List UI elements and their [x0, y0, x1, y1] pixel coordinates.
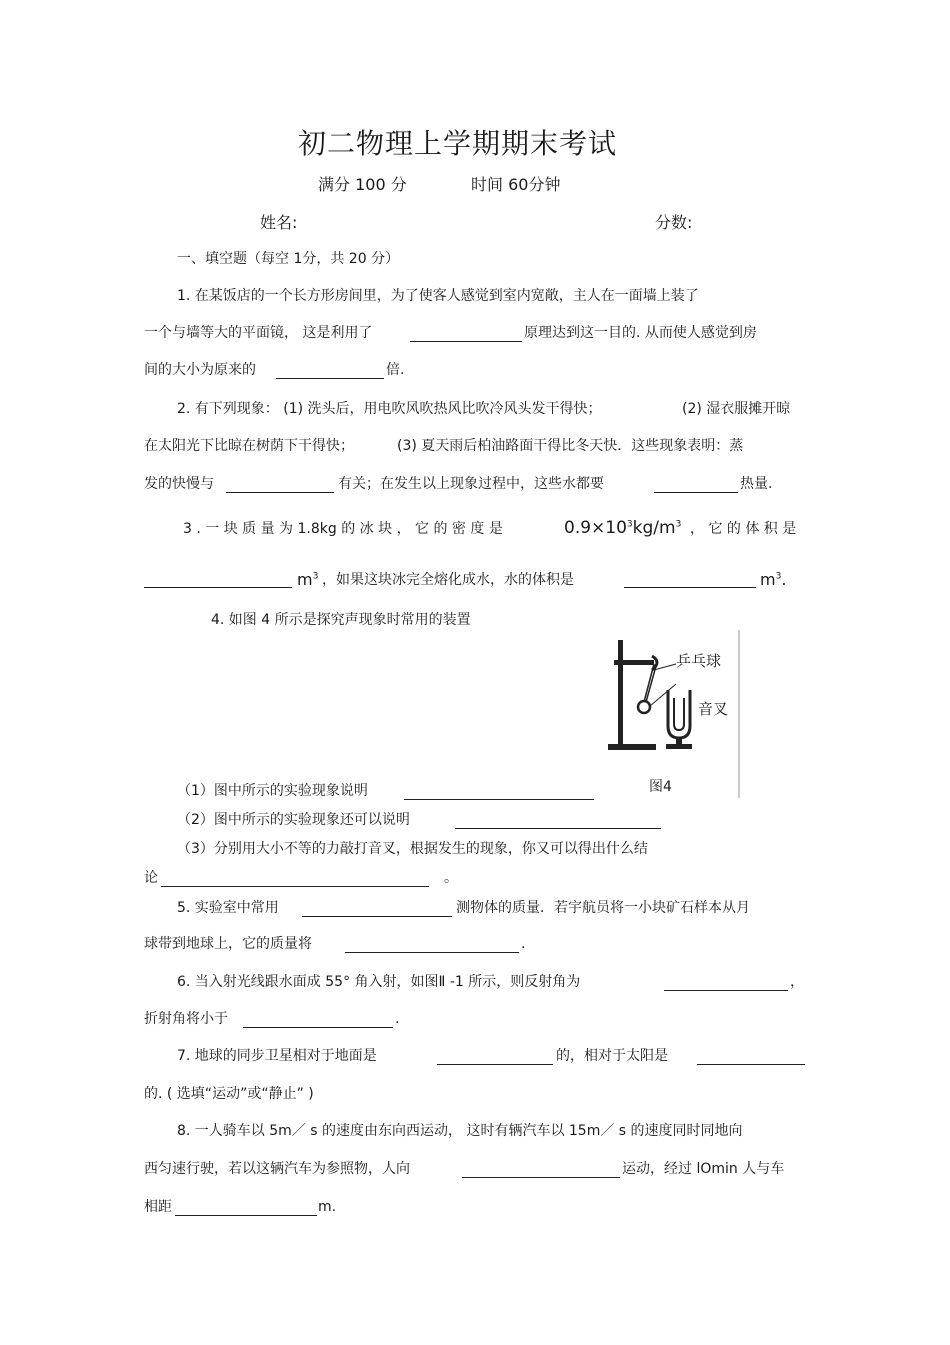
q8-blank2[interactable]	[175, 1201, 317, 1216]
q1-line3a: 间的大小为原来的	[144, 362, 256, 378]
q4-sub2: （2）图中所示的实验现象还可以说明	[177, 812, 410, 828]
q3-density-unit: kg/m	[632, 518, 676, 538]
q3-density-exp: 3	[626, 519, 633, 530]
exam-time: 时间 60分钟	[471, 175, 561, 194]
q8-line3b: m.	[318, 1199, 337, 1215]
q2-blank1[interactable]	[226, 478, 334, 493]
q4-sub3b: 论	[144, 870, 158, 886]
q2-line3c: 热量.	[740, 476, 773, 492]
q3-density-value: 0.9×10	[564, 518, 627, 538]
q5-blank2[interactable]	[345, 938, 519, 953]
q2-line2a: 在太阳光下比晾在树荫下干得快；	[144, 438, 354, 454]
q1-line2a: 一个与墙等大的平面镜， 这是利用了	[144, 325, 373, 341]
q3-blank1[interactable]	[144, 573, 292, 588]
q3-blank2[interactable]	[624, 573, 756, 588]
q7-blank1[interactable]	[437, 1050, 553, 1065]
q4-blank1[interactable]	[404, 785, 594, 800]
q7-line2: 的. ( 选填“运动”或“静止” )	[144, 1086, 314, 1102]
q3-m3-exp: 3	[312, 571, 319, 582]
q3-density-unit-exp: 3	[675, 519, 682, 530]
q1-line3b: 倍.	[386, 362, 405, 378]
q6-blank2[interactable]	[243, 1013, 393, 1028]
q7-line1a: 7. 地球的同步卫星相对于地面是	[177, 1048, 377, 1064]
page-title: 初二物理上学期期末考试	[298, 127, 618, 160]
q5-line1b: 测物体的质量．若宇航员将一小块矿石样本从月	[456, 900, 750, 916]
q8-line3a: 相距	[144, 1199, 172, 1215]
q5-blank1[interactable]	[302, 902, 452, 917]
q6-line2a: 折射角将小于	[144, 1011, 228, 1027]
tuning-fork-figure	[604, 630, 742, 798]
q4-blank3[interactable]	[161, 872, 429, 887]
q3-m3b: m	[760, 570, 776, 589]
q2-line1b: (2) 湿衣服摊开晾	[682, 401, 791, 417]
q3-unit2	[760, 570, 786, 589]
name-label: 姓名:	[260, 213, 298, 232]
section-heading: 一、填空题（每空 1分，共 20 分）	[177, 251, 400, 267]
q5-line2b: .	[521, 936, 526, 952]
q3-line1b: ， 它 的 体 积 是	[690, 521, 797, 537]
ping-pong-ball-label: 乒乓球	[676, 652, 722, 670]
full-score: 满分 100 分	[318, 175, 407, 194]
q6-line2b: .	[395, 1011, 400, 1027]
q2-line2b: (3) 夏天雨后柏油路面干得比冬天快．这些现象表明：蒸	[397, 438, 744, 454]
q1-blank1[interactable]	[410, 327, 522, 342]
q5-line2a: 球带到地球上，它的质量将	[144, 936, 312, 952]
figure-caption: 图4	[649, 779, 672, 795]
q6-line1b: ，	[790, 974, 804, 990]
q4-intro: 4. 如图 4 所示是探究声现象时常用的装置	[211, 612, 471, 628]
q3-unit1	[297, 570, 318, 589]
q4-sub1: （1）图中所示的实验现象说明	[177, 783, 368, 799]
q6-line1a: 6. 当入射光线跟水面成 55° 角入射，如图Ⅱ -1 所示，则反射角为	[177, 974, 581, 990]
score-label: 分数:	[655, 213, 693, 232]
q3-line1a: 3 . 一 块 质 量 为 1.8kg 的 冰 块 ， 它 的 密 度 是	[183, 521, 503, 537]
q3-density	[564, 518, 681, 538]
q5-line1a: 5. 实验室中常用	[177, 900, 279, 916]
q1-blank2[interactable]	[276, 364, 384, 379]
q8-line1: 8. 一人骑车以 5m／ s 的速度由东向西运动， 这时有辆汽车以 15m／ s 的速度同时同地向	[177, 1123, 743, 1139]
q3-end: .	[781, 570, 787, 589]
q2-blank2[interactable]	[654, 478, 738, 493]
tuning-fork-label: 音叉	[698, 700, 729, 718]
q8-blank1[interactable]	[462, 1163, 620, 1178]
q2-line1a: 2. 有下列现象： (1) 洗头后，用电吹风吹热风比吹冷风头发干得快；	[177, 401, 602, 417]
q3-m3b-exp: 3	[775, 571, 782, 582]
q6-blank1[interactable]	[664, 976, 788, 991]
q3-m3: m	[297, 570, 313, 589]
q3-line2: ，如果这块冰完全熔化成水，水的体积是	[322, 572, 574, 588]
q7-line1b: 的，相对于太阳是	[556, 1048, 668, 1064]
q8-line2b: 运动，经过 lOmin 人与车	[622, 1161, 785, 1177]
q2-line3a: 发的快慢与	[144, 476, 214, 492]
q8-line2a: 西匀速行驶，若以这辆汽车为参照物，人向	[144, 1161, 410, 1177]
q1-line1: 1. 在某饭店的一个长方形房间里，为了使客人感觉到室内宽敞，主人在一面墙上装了	[177, 288, 699, 304]
q4-sub3c: 。	[444, 870, 458, 886]
q2-line3b: 有关；在发生以上现象过程中，这些水都要	[338, 476, 604, 492]
q1-line2b: 原理达到这一目的. 从而使人感觉到房	[524, 325, 757, 341]
q4-blank2[interactable]	[455, 814, 661, 829]
q4-sub3: （3）分别用大小不等的力敲打音叉，根据发生的现象，你又可以得出什么结	[177, 841, 648, 857]
q7-blank2[interactable]	[697, 1050, 805, 1065]
